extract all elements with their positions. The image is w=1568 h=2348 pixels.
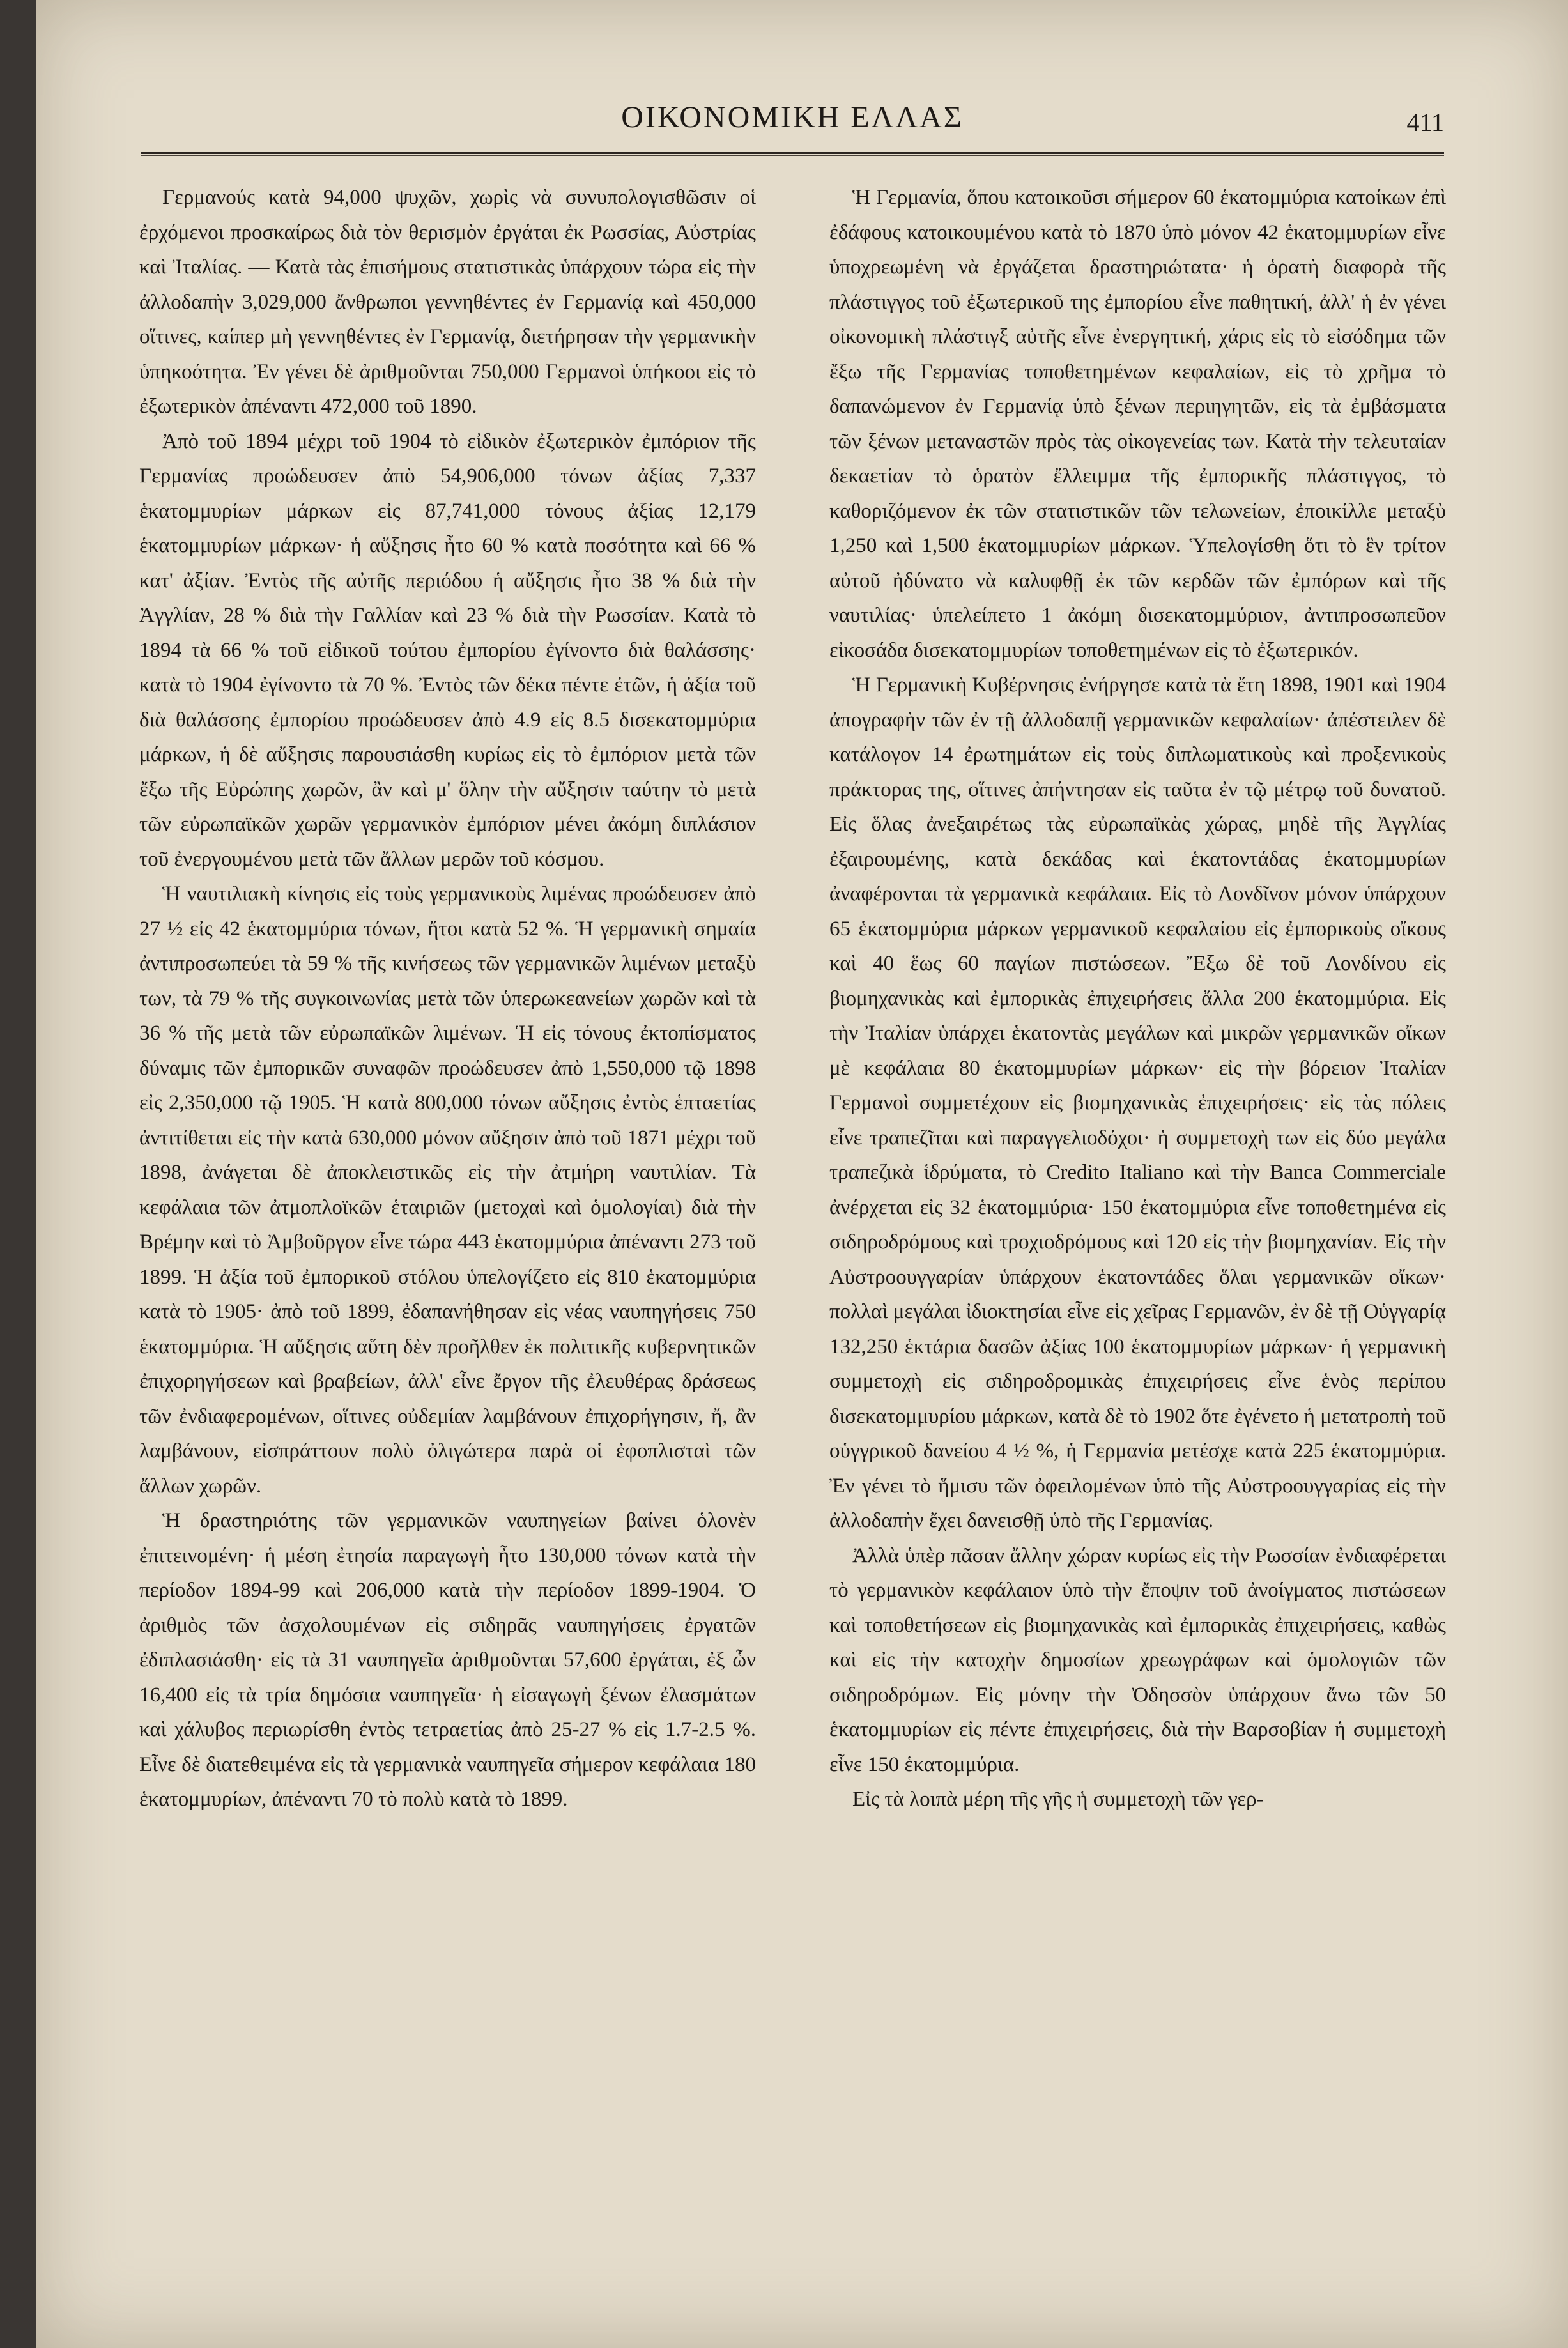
right-column — [829, 180, 1446, 1817]
paragraph: Ἡ Γερμανικὴ Κυβέρνησις ἐνήργησε κατὰ τὰ ἔτη 1898, 1901 καὶ 1904 ἀπογραφὴν τῶν ἐν τῇ ἀλλοδαπῇ γερμανικῶν κεφαλαίων· ἀπέστειλεν δὲ κατάλογον 14 ἐρωτημάτων εἰς τοὺς διπλωματικοὺς καὶ προξενικοὺς πράκτορας της, οἵτινες ἀπήντησαν εἰς ταῦτα ἐν τῷ μέτρῳ τοῦ δυνατοῦ. Εἰς ὅλας ἀνεξαιρέτως τὰς εὐρωπαϊκὰς χώρας, μηδὲ τῆς Ἀγγλίας ἐξαιρουμένης, κατὰ δεκάδας καὶ ἑκατοντάδας ἑκατομμυρίων ἀναφέρονται τὰ γερμανικὰ κεφάλαια. Εἰς τὸ Λονδῖνον μόνον ὑπάρχουν 65 ἑκατομμύρια μάρκων γερμανικοῦ κεφαλαίου εἰς ἐμπορικοὺς οἴκους καὶ 40 ἕως 60 παγίων πιστώσεων. Ἔξω δὲ τοῦ Λονδίνου εἰς βιομηχανικὰς καὶ ἐμπορικὰς ἐπιχειρήσεις ἄλλα 200 ἑκατομμύρια. Εἰς τὴν Ἰταλίαν ὑπάρχει ἑκατοντὰς μεγάλων καὶ μικρῶν γερμανικῶν οἴκων μὲ κεφάλαια 80 ἑκατομμυρίων μάρκων· εἰς τὴν βόρειον Ἰταλίαν Γερμανοὶ συμμετέχουν εἰς βιομηχανικὰς ἐπιχειρήσεις· εἰς τὰς πόλεις εἶνε τραπεζῖται καὶ παραγγελιοδόχοι· ἡ συμμετοχὴ των εἰς δύο μεγάλα τραπεζικὰ ἱδρύματα, τὸ Credito Italiano καὶ τὴν Banca Commerciale ἀνέρχεται εἰς 32 ἑκατομμύρια· 150 ἑκατομμύρια εἶνε τοποθετημένα εἰς σιδηροδρόμους καὶ τροχιοδρόμους καὶ 120 εἰς τὴν βιομηχανίαν. Εἰς τὴν Αὐστροουγγαρίαν ὑπάρχουν ἑκατοντάδες ὅλαι γερμανικῶν οἴκων· πολλαὶ μεγάλαι ἰδιοκτησίαι εἶνε εἰς χεῖρας Γερμανῶν, ἐν δὲ τῇ Οὑγγαρίᾳ 132,250 ἑκτάρια δασῶν ἀξίας 100 ἑκατομμυρίων μάρκων· ἡ γερμανικὴ συμμετοχὴ εἰς σιδηροδρομικὰς ἐπιχειρήσεις εἶνε ἑνὸς περίπου δισεκατομμυρίου μάρκων, κατὰ δὲ τὸ 1902 ὅτε ἐγένετο ἡ μετατροπὴ τοῦ οὑγγρικοῦ δανείου 4 ½ %, ἡ Γερμανία μετέσχε κατὰ 225 ἑκατομμύρια. Ἐν γένει τὸ ἥμισυ τῶν ὀφειλομένων ὑπὸ τῆς Αὐστροουγγαρίας εἰς τὴν ἀλλοδαπὴν ἔχει δανεισθῇ ὑπὸ τῆς Γερμανίας. — [829, 673, 1446, 1532]
paragraph: Γερμανούς κατὰ 94,000 ψυχῶν, χωρὶς νὰ συνυπολογισθῶσιν οἱ ἐρχόμενοι προσκαίρως διὰ τὸν θερισμὸν ἐργάται ἐκ Ρωσσίας, Αὐστρίας καὶ Ἰταλίας. — Κατὰ τὰς ἐπισήμους στατιστικὰς ὑπάρχουν τώρα εἰς τὴν ἀλλοδαπὴν 3,029,000 ἄνθρωποι γεννηθέντες ἐν Γερμανίᾳ καὶ 450,000 οἵτινες, καίπερ μὴ γεννηθέντες ἐν Γερμανίᾳ, διετήρησαν τὴν γερμανικὴν ὑπηκοότητα. Ἐν γένει δὲ ἀριθμοῦνται 750,000 Γερμανοὶ ὑπήκοοι εἰς τὸ ἐξωτερικὸν ἀπέναντι 472,000 τοῦ 1890. — [139, 186, 756, 418]
paragraph: Ἡ Γερμανία, ὅπου κατοικοῦσι σήμερον 60 ἑκατομμύρια κατοίκων ἐπὶ ἐδάφους κατοικουμένου κατὰ τὸ 1870 ὑπὸ μόνον 42 ἑκατομμυρίων εἶνε ὑποχρεωμένη νὰ ἐργάζεται δραστηριώτατα· ἡ ὁρατὴ διαφορὰ τῆς πλάστιγγος τοῦ ἐξωτερικοῦ της ἐμπορίου εἶνε παθητική, ἀλλ' ἡ ἐν γένει οἰκονομικὴ πλάστιγξ αὐτῆς εἶνε ἐνεργητική, χάρις εἰς τὸ εἰσόδημα τῶν ἔξω τῆς Γερμανίας τοποθετημένων κεφαλαίων, εἰς τὸ χρῆμα τὸ δαπανώμενον ἐν Γερμανίᾳ ὑπὸ ξένων περιηγητῶν, εἰς τὰ ἐμβάσματα τῶν ξένων μεταναστῶν πρὸς τὰς οἰκογενείας των. Κατὰ τὴν τελευταίαν δεκαετίαν τὸ ὁρατὸν ἔλλειμμα τῆς ἐμπορικῆς πλάστιγγος, τὸ καθοριζόμενον ἐκ τῶν στατιστικῶν τῶν τελωνείων, ἐποικίλλε μεταξὺ 1,250 καὶ 1,500 ἑκατομμυρίων μάρκων. Ὑπελογίσθη ὅτι τὸ ἓν τρίτον αὐτοῦ ἠδύνατο νὰ καλυφθῇ ἐκ τῶν κερδῶν τῶν ἐμπόρων καὶ τῆς ναυτιλίας· ὑπελείπετο 1 ἀκόμη δισεκατομμύριον, ἀντιπροσωπεῦον εἰκοσάδα δισεκατομμυρίων τοποθετημένων εἰς τὸ ἐξωτερικόν. — [829, 186, 1446, 662]
page-number: 411 — [1406, 108, 1444, 137]
left-column — [139, 180, 756, 1817]
header-rule — [141, 152, 1444, 156]
paragraph: Ἡ ναυτιλιακὴ κίνησις εἰς τοὺς γερμανικοὺς λιμένας προώδευσεν ἀπὸ 27 ½ εἰς 42 ἑκατομμύρια τόνων, ἤτοι κατὰ 52 %. Ἡ γερμανικὴ σημαία ἀντιπροσωπεύει τὰ 59 % τῆς κινήσεως τῶν γερμανικῶν λιμένων μεταξὺ των, τὰ 79 % τῆς συγκοινωνίας μετὰ τῶν ὑπερωκεανείων χωρῶν καὶ τὰ 36 % τῆς μετὰ τῶν εὐρωπαϊκῶν λιμένων. Ἡ εἰς τόνους ἐκτοπίσματος δύναμις τῶν ἐμπορικῶν συναφῶν προώδευσεν ἀπὸ 1,550,000 τῷ 1898 εἰς 2,350,000 τῷ 1905. Ἡ κατὰ 800,000 τόνων αὔξησις ἐντὸς ἑπταετίας ἀντιτίθεται εἰς τὴν κατὰ 630,000 μόνον αὔξησιν ἀπὸ τοῦ 1871 μέχρι τοῦ 1898, ἀνάγεται δὲ ἀποκλειστικῶς εἰς τὴν ἀτμήρη ναυτιλίαν. Τὰ κεφάλαια τῶν ἀτμοπλοϊκῶν ἑταιριῶν (μετοχαὶ καὶ ὁμολογίαι) διὰ τὴν Βρέμην καὶ τὸ Ἀμβοῦργον εἶνε τώρα 443 ἑκατομμύρια ἀπέναντι 273 τοῦ 1899. Ἡ ἀξία τοῦ ἐμπορικοῦ στόλου ὑπελογίζετο εἰς 810 ἑκατομμύρια κατὰ τὸ 1905· ἀπὸ τοῦ 1899, ἐδαπανήθησαν εἰς νέας ναυπηγήσεις 750 ἑκατομμύρια. Ἡ αὔξησις αὕτη δὲν προῆλθεν ἐκ πολιτικῆς κυβερνητικῶν ἐπιχορηγήσεων καὶ βραβείων, ἀλλ' εἶνε ἔργον τῆς ἐλευθέρας δράσεως τῶν ἐνδιαφερομένων, οἵτινες οὐδεμίαν λαμβάνουν ἐπιχορήγησιν, ἤ, ἂν λαμβάνουν, εἰσπράττουν πολὺ ὀλιγώτερα παρὰ οἱ ἐφοπλισταὶ τῶν ἄλλων χωρῶν. — [139, 882, 756, 1498]
page-header — [141, 96, 1444, 153]
paragraph: Ἀπὸ τοῦ 1894 μέχρι τοῦ 1904 τὸ εἰδικὸν ἐξωτερικὸν ἐμπόριον τῆς Γερμανίας προώδευσεν ἀπὸ 54,906,000 τόνων ἀξίας 7,337 ἑκατομμυρίων μάρκων εἰς 87,741,000 τόνους ἀξίας 12,179 ἑκατομμυρίων μάρκων· ἡ αὔξησις ἦτο 60 % κατὰ ποσότητα καὶ 66 % κατ' ἀξίαν. Ἐντὸς τῆς αὐτῆς περιόδου ἡ αὔξησις ἦτο 38 % διὰ τὴν Ἀγγλίαν, 28 % διὰ τὴν Γαλλίαν καὶ 23 % διὰ τὴν Ρωσσίαν. Κατὰ τὸ 1894 τὰ 66 % τοῦ εἰδικοῦ τούτου ἐμπορίου ἐγίνοντο διὰ θαλάσσης· κατὰ τὸ 1904 ἐγίνοντο τὰ 70 %. Ἐντὸς τῶν δέκα πέντε ἐτῶν, ἡ ἀξία τοῦ διὰ θαλάσσης ἐμπορίου προώδευσεν ἀπὸ 4.9 εἰς 8.5 δισεκατομμύρια μάρκων, ἡ δὲ αὔξησις παρουσιάσθη κυρίως εἰς τὸ ἐμπόριον μετὰ τῶν ἔξω τῆς Εὐρώπης χωρῶν, ἂν καὶ μ' ὅλην τὴν αὔξησιν ταύτην τὸ μετὰ τῶν εὐρωπαϊκῶν χωρῶν γερμανικὸν ἐμπόριον μένει ἀκόμη διπλάσιον τοῦ ἐνεργουμένου μετὰ τῶν ἄλλων μερῶν τοῦ κόσμου. — [139, 429, 756, 871]
paragraph: Ἡ δραστηριότης τῶν γερμανικῶν ναυπηγείων βαίνει ὁλονὲν ἐπιτεινομένη· ἡ μέση ἐτησία παραγωγὴ ἦτο 130,000 τόνων κατὰ τὴν περίοδον 1894-99 καὶ 206,000 κατὰ τὴν περίοδον 1899-1904. Ὁ ἀριθμὸς τῶν ἀσχολουμένων εἰς σιδηρᾶς ναυπηγήσεις ἐργατῶν ἐδιπλασιάσθη· εἰς τὰ 31 ναυπηγεῖα ἀριθμοῦνται 57,600 ἐργάται, ἐξ ὧν 16,400 εἰς τὰ τρία δημόσια ναυπηγεῖα· ἡ εἰσαγωγὴ ξένων ἐλασμάτων καὶ χάλυβος περιωρίσθη ἐντὸς τετραετίας ἀπὸ 25-27 % εἰς 1.7-2.5 %. Εἶνε δὲ διατεθειμένα εἰς τὰ γερμανικὰ ναυπηγεῖα σήμερον κεφάλαια 180 ἑκατομμυρίων, ἀπέναντι 70 τὸ πολὺ κατὰ τὸ 1899. — [139, 1509, 756, 1811]
paragraph: Εἰς τὰ λοιπὰ μέρη τῆς γῆς ἡ συμμετοχὴ τῶν γερ- — [852, 1788, 1264, 1811]
running-title: ΟΙΚΟΝΟΜΙΚΗ ΕΛΛΑΣ — [621, 100, 964, 134]
paragraph: Ἀλλὰ ὑπὲρ πᾶσαν ἄλλην χώραν κυρίως εἰς τὴν Ρωσσίαν ἐνδιαφέρεται τὸ γερμανικὸν κεφάλαιον ὑπὸ τὴν ἔποψιν τοῦ ἀνοίγματος πιστώσεων καὶ τοποθετήσεων εἰς βιομηχανικὰς καὶ ἐμπορικὰς ἐπιχειρήσεις, καθὼς καὶ εἰς τὴν κατοχὴν δημοσίων χρεωγράφων καὶ ὁμολογιῶν τῶν σιδηροδρόμων. Εἰς μόνην τὴν Ὀδησσὸν ὑπάρχουν ἄνω τῶν 50 ἑκατομμυρίων εἰς πέντε ἐπιχειρήσεις, διὰ τὴν Βαρσοβίαν ἡ συμμετοχὴ εἶνε 150 ἑκατομμύρια. — [829, 1544, 1446, 1776]
